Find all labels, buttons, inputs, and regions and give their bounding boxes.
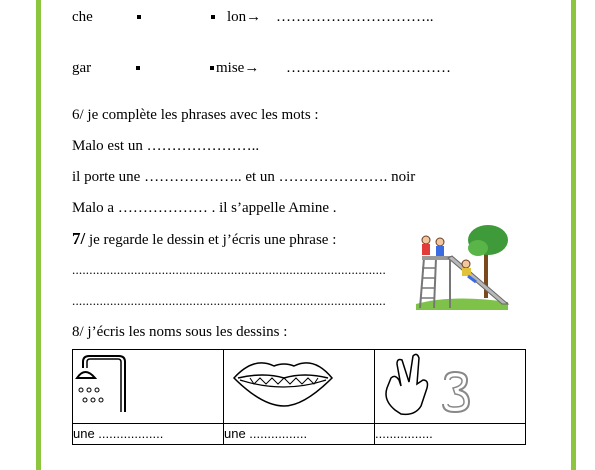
match-dot [136, 66, 140, 70]
writing-line: ........................................................................................... [72, 293, 386, 308]
syllable-gar: gar [72, 60, 92, 76]
exercise-6-title: 6/ je complète les phrases avec les mots : [72, 107, 319, 123]
picture-cell [375, 350, 526, 424]
match-dot [211, 15, 215, 19]
playground-slide-picture [412, 224, 510, 312]
shower-icon [73, 350, 223, 423]
name-answer-field[interactable]: une ................ [224, 424, 375, 445]
picture-cell [73, 350, 224, 424]
syllable-lon: lon→ [227, 9, 262, 25]
sentence-line: il porte une ……………….. et un …………………. noir [72, 169, 416, 185]
hand-three-icon [375, 350, 525, 423]
grass-icon [416, 298, 508, 310]
lips-icon [224, 350, 374, 423]
match-dot [137, 15, 141, 19]
page-border-left [36, 0, 41, 470]
writing-line: ........................................................................................... [72, 262, 386, 277]
answer-dots: ………………………….. [276, 9, 434, 25]
page-border-right [571, 0, 576, 470]
syllable-mise: mise→ [216, 60, 260, 76]
exercise-7-title [72, 230, 336, 249]
name-answer-field[interactable]: une .................. [73, 424, 224, 445]
answer-dots: …………………………… [286, 60, 451, 76]
name-answer-field[interactable]: ................ [375, 424, 526, 445]
exercise-8-title: 8/ j’écris les noms sous les dessins : [72, 324, 288, 340]
exercise-7-text: je regarde le dessin et j’écris une phrase : [85, 232, 337, 248]
exercise-number: 7/ [72, 229, 86, 248]
picture-cell [224, 350, 375, 424]
sentence-line: Malo est un ………………….. [72, 138, 260, 154]
sentence-line: Malo a ……………… . il s’appelle Amine . [72, 200, 337, 216]
match-dot [210, 66, 214, 70]
drawing-name-table [72, 349, 526, 445]
syllable-che: che [72, 9, 93, 25]
slide-icon [448, 256, 508, 304]
